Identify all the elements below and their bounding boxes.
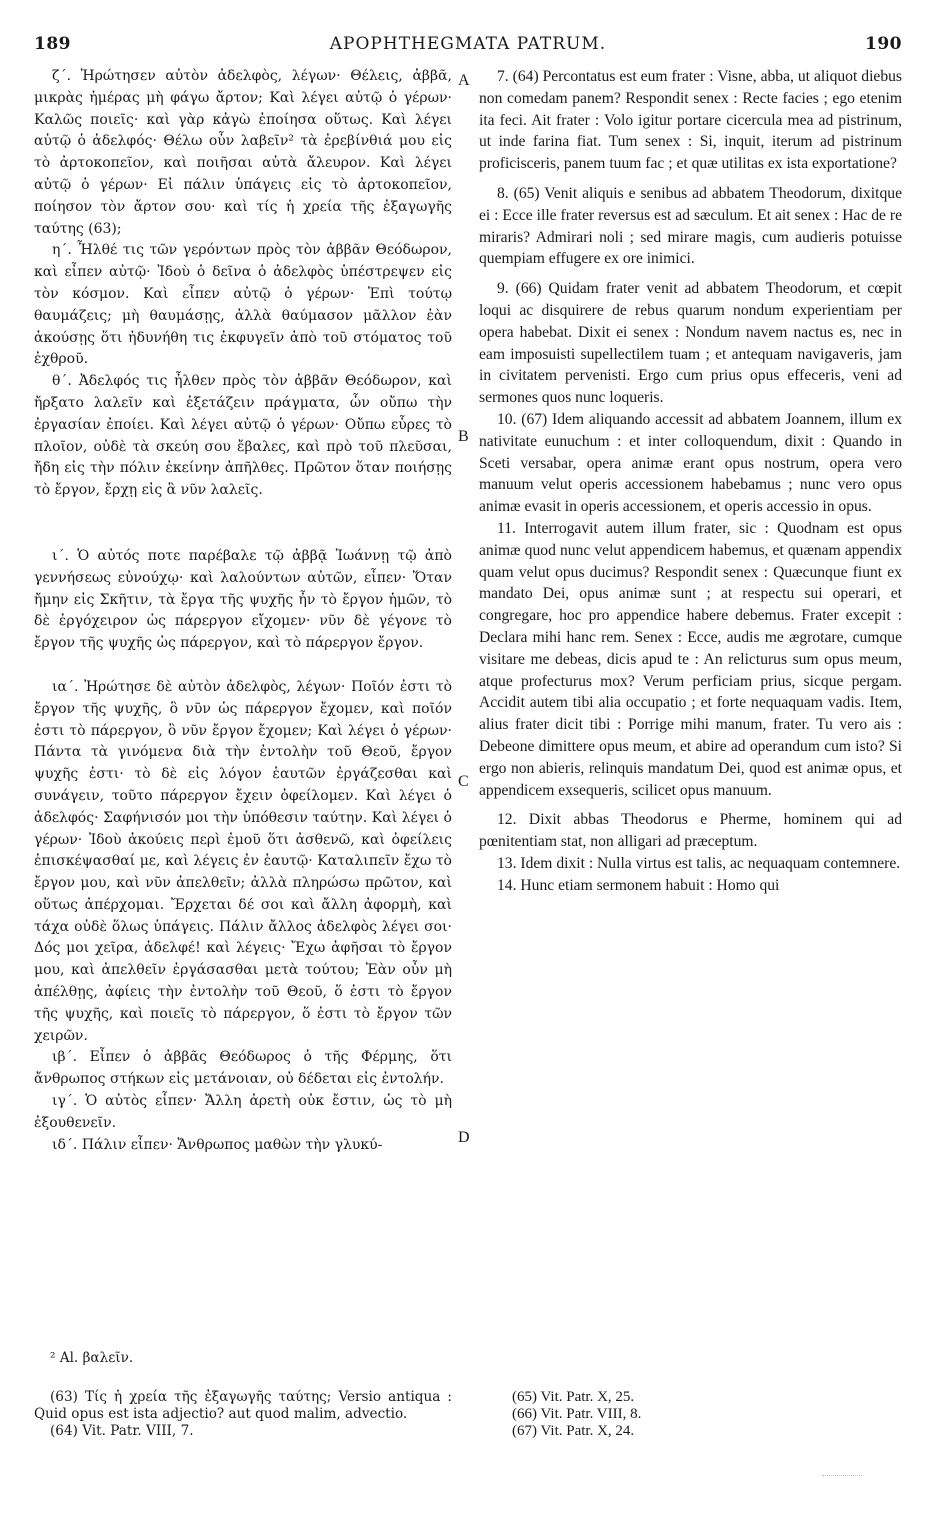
- footnote-63: (63) Τίς ἡ χρεία τῆς ἐξαγωγῆς ταύτης; Versio antiqua : Quid opus est ista adjectio? aut quod malim, advectio.: [34, 1389, 452, 1422]
- print-speck: [822, 1475, 862, 1477]
- footnote-66: (66) Vit. Patr. VIII, 8.: [512, 1406, 642, 1422]
- page-number-right: 190: [865, 34, 902, 54]
- latin-saying-14: 14. Hunc etiam sermonem habuit : Homo qui: [497, 876, 780, 894]
- latin-saying-10: 10. (67) Idem aliquando accessit ad abbatem Joannem, illum ex nativitate eunuchum : et inter colloquendum, dixit : Quando in Sceti versabar, opera animæ erant opus nostrum, opera vero manuum velut operis accessionem habebamus ; nunc vero opus animæ evasit in operis accessionem, et operis accessio in opus.: [479, 410, 902, 516]
- latin-saying-12: 12. Dixit abbas Theodorus e Pherme, hominem qui ad pœnitentiam stat, non alligari ad præceptum.: [479, 811, 902, 851]
- greek-saying-8: η΄. Ἦλθέ τις τῶν γερόντων πρὸς τὸν ἀββᾶν Θεόδωρον, καὶ εἶπεν αὐτῷ· Ἰδοὺ ὁ δεῖνα ὁ ἀδελφὸς ὑπέστρεψεν εἰς τὸν κόσμον. Καὶ εἶπεν αὐτῷ ὁ γέρων· Ἐπὶ τούτῳ θαυμάζεις; μὴ θαυμάσῃς, ἀλλὰ θαύμασον μᾶλλον ἐὰν ἀκούσῃς ὅτι ἠδυνήθη τις ἐκφυγεῖν ἀπὸ τοῦ στόματος τοῦ ἐχθροῦ.: [34, 242, 452, 368]
- margin-marker-c: C: [458, 773, 469, 790]
- margin-marker-b: B: [458, 428, 469, 445]
- greek-saying-10: ι΄. Ὁ αὐτός ποτε παρέβαλε τῷ ἀββᾷ Ἰωάννῃ τῷ ἀπὸ γεννήσεως εὐνούχῳ· καὶ λαλούντων αὐτῶν, εἶπεν· Ὅταν ἤμην εἰς Σκῆτιν, τὰ ἔργα τῆς ψυχῆς ἦν τὸ ἔργον ἡμῶν, τὸ δὲ ἐργόχειρον ὡς πάρεργον εἴχομεν· νῦν δὲ γέγονε τὸ ἔργον τῆς ψυχῆς ὡς πάρεργον, καὶ τὸ πάρεργον ἔργον.: [34, 547, 452, 652]
- greek-saying-14: ιδ΄. Πάλιν εἶπεν· Ἄνθρωπος μαθὼν τὴν γλυκύ-: [52, 1136, 383, 1153]
- footnotes-left: [34, 1350, 452, 1440]
- latin-saying-13: 13. Idem dixit : Nulla virtus est talis, ac nequaquam contemnere.: [497, 854, 901, 872]
- margin-marker-a: A: [458, 72, 470, 89]
- footnote-64: (64) Vit. Patr. VIII, 7.: [50, 1423, 194, 1439]
- margin-marker-d: D: [458, 1129, 470, 1146]
- greek-variant-note: ² Al. βαλεῖν.: [50, 1350, 134, 1366]
- latin-saying-11: 11. Interrogavit autem illum frater, sic : Quodnam est opus animæ quod nunc velut appendicem habemus, et quænam appendix quam velut opus ducimus? Respondit senex : Quæcunque fiunt ex mandato Dei, opus animæ sunt ; at respectu sui operari, et congregare, hoc pro appendice habere debemus. Frater excepit : Declara mihi hanc rem. Senex : Ecce, audis me ægrotare, cumque visitare me debeas, dicis apud te : An relicturus sum opus meum, atque profecturus mox? Verum perficiam prius, sicque pergam. Accidit autem tibi alia occupatio ; et forte nequaquam vadis. Item, alius frater dicit tibi : Porrige mihi manum, frater. Tu vero ais : Debeone dimittere opus meum, et abire ad operandum cum isto? Si ergo non abieris, relinquis mandatum Dei, quod est animæ opus, et appendicem exsequeris, scilicet opus manuum.: [479, 519, 902, 799]
- greek-saying-12: ιβ΄. Εἶπεν ὁ ἀββᾶς Θεόδωρος ὁ τῆς Φέρμης, ὅτι ἄνθρωπος στήκων εἰς μετάνοιαν, οὐ δέδεται εἰς ἐντολήν.: [34, 1049, 452, 1088]
- footnote-67: (67) Vit. Patr. X, 24.: [512, 1423, 635, 1439]
- latin-saying-8: 8. (65) Venit aliquis e senibus ad abbatem Theodorum, dixitque ei : Ecce ille frater reversus est ad sæculum. Et ait senex : Hac de re miraris? Admirari noli ; sed mirare magis, cum audieris potuisse quempiam effugere ex ore inimici.: [479, 184, 902, 268]
- latin-saying-7: 7. (64) Percontatus est eum frater : Visne, abba, ut aliquot diebus non comedam panem? Respondit senex : Recte facies ; ego etenim ita feci. Ait frater : Volo igitur portare cicercula mea ad pistrinum, ut inde farina fiat. Tum senex : Si, inquit, iterum ad pistrinum proficisceris, panem tuum fac ; et quæ utilitas ex ista exportatione?: [479, 68, 902, 173]
- page-number-left: 189: [34, 34, 71, 54]
- greek-saying-13: ιγ΄. Ὁ αὐτὸς εἶπεν· Ἄλλη ἀρετὴ οὐκ ἔστιν, ὡς τὸ μὴ ἐξουθενεῖν.: [34, 1093, 452, 1131]
- running-title: APOPHTHEGMATA PATRUM.: [329, 34, 607, 54]
- latin-column: [479, 66, 902, 896]
- footnote-65: (65) Vit. Patr. X, 25.: [512, 1389, 635, 1405]
- footnotes-right: [496, 1389, 796, 1440]
- greek-saying-7: ζ΄. Ἠρώτησεν αὐτὸν ἀδελφὸς, λέγων· Θέλεις, ἀββᾶ, μικρὰς ἡμέρας μὴ φάγω ἄρτον; Καὶ λέγει αὐτῷ ὁ γέρων· Καλῶς ποιεῖς· καὶ γὰρ κἀγὼ ἐποίησα οὕτως. Καὶ λέγει αὐτῷ ὁ ἀδελφός· Θέλω οὖν λαβεῖν² τὰ ἐρεβίνθιά μου εἰς τὸ ἀρτοκοπεῖον, καὶ ποιῆσαι αὐτὰ ἄλευρον. Καὶ λέγει αὐτῷ ὁ γέρων· Εἰ πάλιν ὑπάγεις εἰς τὸ ἀρτοκοπεῖον, ποίησον τὸν ἄρτον σου· καὶ τίς ἡ χρεία τῆς ἐξαγωγῆς ταύτης (63);: [34, 68, 452, 237]
- greek-column: [34, 66, 452, 1156]
- greek-saying-11: ια΄. Ἠρώτησε δὲ αὐτὸν ἀδελφὸς, λέγων· Ποῖόν ἐστι τὸ ἔργον τῆς ψυχῆς, ὃ νῦν ὡς πάρεργον ἔχομεν, καὶ ποῖόν ἐστι τὸ πάρεργον, ὃ νῦν ἔργον ἔχομεν; Καὶ λέγει ὁ γέρων· Πάντα τὰ γινόμενα διὰ τὴν ἐντολὴν τοῦ Θεοῦ, ἔργον ψυχῆς ἐστι· τὸ δὲ εἰς λόγον ἑαυτῶν ἐργάζεσθαι καὶ συνάγειν, τοῦτο πάρεργον ἔχειν ὀφείλομεν. Καὶ λέγει ὁ ἀδελφός· Σαφήνισόν μοι τὴν ὑπόθεσιν ταύτην. Καὶ λέγει ὁ γέρων· Ἰδοὺ ἀκούεις περὶ ἐμοῦ ὅτι ἀσθενῶ, καὶ ὀφείλεις ἐπισκέψασθαί με, καὶ λέγεις ἐν ἑαυτῷ· Καταλιπεῖν ἔχω τὸ ἔργον μου, καὶ νῦν ἀπελθεῖν; ἀλλὰ πληρώσω πρῶτον, καὶ οὕτως ἀπέρχομαι. Ἔρχεται δέ σοι καὶ ἄλλη ἀφορμὴ, καὶ τάχα οὐδὲ ὅλως ὑπάγεις. Πάλιν ἄλλος ἀδελφὸς λέγει σοι· Δός μοι χεῖρα, ἀδελφέ! καὶ λέγεις· Ἔχω ἀφῆσαι τὸ ἔργον μου, καὶ ἀπελθεῖν ἐργάσασθαι μετὰ τούτου; Ἐὰν οὖν μὴ ἀπέλθῃς, ἀφίεις τὴν ἐντολὴν τοῦ Θεοῦ, ὅ ἐστι τὸ ἔργον τῆς ψυχῆς, καὶ ποιεῖς τὸ πάρεργον, ὅ ἐστι τὸ ἔργον τῶν χειρῶν.: [34, 678, 452, 1044]
- running-header: [34, 34, 902, 58]
- greek-saying-9: θ΄. Ἀδελφός τις ἦλθεν πρὸς τὸν ἀββᾶν Θεόδωρον, καὶ ἤρξατο λαλεῖν καὶ ἐξετάζειν πράγματα, ὧν οὔπω τὴν ἐργασίαν ἐποίει. Καὶ λέγει αὐτῷ ὁ γέρων· Οὔπω εὗρες τὸ πλοῖον, οὐδὲ τὰ σκεύη σου ἔβαλες, καὶ πρὸ τοῦ πλεῦσαι, ἤδη εἰς τὴν πόλιν ἐκείνην ἀπῆλθες. Πρῶτον ὅταν ποιήσῃς τὸ ἔργον, ἔρχῃ εἰς ἃ νῦν λαλεῖς.: [34, 373, 452, 499]
- latin-saying-9: 9. (66) Quidam frater venit ad abbatem Theodorum, et cœpit loqui ac disquirere de rebus quarum nondum experientiam per opera habebat. Dixit ei senex : Nondum navem nactus es, nec in eam imposuisti supellectilem tuam ; et antequam navigaveris, jam in civitatem pervenisti. Ergo cum prius opus effeceris, veni ad sermones quos nunc loqueris.: [479, 280, 902, 407]
